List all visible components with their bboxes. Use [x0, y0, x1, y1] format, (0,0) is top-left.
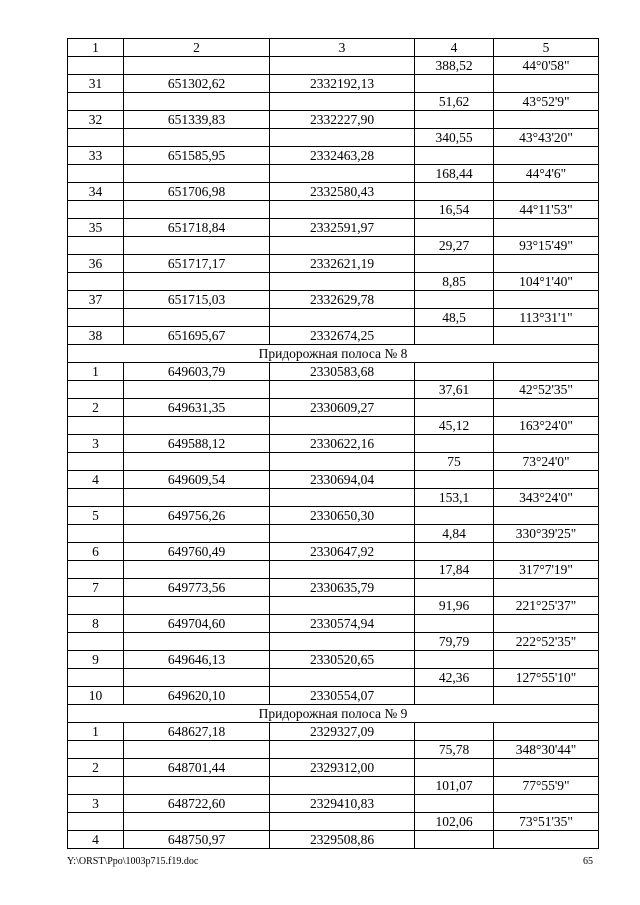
- segment-row: [68, 489, 599, 507]
- point-number-cell: [68, 489, 124, 507]
- bearing-cell: [494, 543, 599, 561]
- x-coordinate-cell: 648701,44: [124, 759, 270, 777]
- y-coordinate-cell: [270, 525, 415, 543]
- point-number-cell: [68, 633, 124, 651]
- bearing-cell: [494, 291, 599, 309]
- y-coordinate-cell: [270, 633, 415, 651]
- y-coordinate-cell: [270, 201, 415, 219]
- y-coordinate-cell: [270, 741, 415, 759]
- header-cell-3: 3: [270, 39, 415, 57]
- point-number-cell: [68, 417, 124, 435]
- bearing-cell: 43°52'9": [494, 93, 599, 111]
- point-number-cell: 38: [68, 327, 124, 345]
- y-coordinate-cell: [270, 129, 415, 147]
- bearing-cell: [494, 723, 599, 741]
- length-cell: [415, 471, 494, 489]
- x-coordinate-cell: [124, 561, 270, 579]
- bearing-cell: 113°31'1": [494, 309, 599, 327]
- point-number-cell: [68, 777, 124, 795]
- x-coordinate-cell: [124, 741, 270, 759]
- length-cell: [415, 291, 494, 309]
- bearing-cell: 330°39'25": [494, 525, 599, 543]
- length-cell: [415, 183, 494, 201]
- bearing-cell: [494, 687, 599, 705]
- length-cell: [415, 147, 494, 165]
- y-coordinate-cell: [270, 561, 415, 579]
- y-coordinate-cell: [270, 93, 415, 111]
- bearing-cell: 343°24'0": [494, 489, 599, 507]
- segment-row: [68, 777, 599, 795]
- bearing-cell: 221°25'37": [494, 597, 599, 615]
- x-coordinate-cell: 648627,18: [124, 723, 270, 741]
- x-coordinate-cell: 649588,12: [124, 435, 270, 453]
- x-coordinate-cell: [124, 93, 270, 111]
- y-coordinate-cell: [270, 777, 415, 795]
- y-coordinate-cell: [270, 165, 415, 183]
- point-number-cell: [68, 129, 124, 147]
- y-coordinate-cell: 2330650,30: [270, 507, 415, 525]
- y-coordinate-cell: 2329508,86: [270, 831, 415, 849]
- point-number-cell: 34: [68, 183, 124, 201]
- point-row: [68, 723, 599, 741]
- point-number-cell: [68, 453, 124, 471]
- y-coordinate-cell: 2330694,04: [270, 471, 415, 489]
- length-cell: [415, 435, 494, 453]
- bearing-cell: [494, 759, 599, 777]
- x-coordinate-cell: [124, 597, 270, 615]
- length-cell: 29,27: [415, 237, 494, 255]
- point-number-cell: 3: [68, 795, 124, 813]
- length-cell: 75: [415, 453, 494, 471]
- segment-row: [68, 597, 599, 615]
- x-coordinate-cell: 649609,54: [124, 471, 270, 489]
- bearing-cell: [494, 363, 599, 381]
- y-coordinate-cell: [270, 489, 415, 507]
- segment-row: [68, 165, 599, 183]
- point-number-cell: 37: [68, 291, 124, 309]
- point-row: [68, 219, 599, 237]
- point-row: [68, 183, 599, 201]
- bearing-cell: 73°24'0": [494, 453, 599, 471]
- x-coordinate-cell: 649631,35: [124, 399, 270, 417]
- segment-row: [68, 813, 599, 831]
- segment-row: [68, 237, 599, 255]
- length-cell: 42,36: [415, 669, 494, 687]
- length-cell: 51,62: [415, 93, 494, 111]
- length-cell: 16,54: [415, 201, 494, 219]
- x-coordinate-cell: [124, 489, 270, 507]
- y-coordinate-cell: 2330583,68: [270, 363, 415, 381]
- x-coordinate-cell: 649646,13: [124, 651, 270, 669]
- point-number-cell: [68, 561, 124, 579]
- length-cell: [415, 615, 494, 633]
- length-cell: 102,06: [415, 813, 494, 831]
- point-number-cell: 7: [68, 579, 124, 597]
- y-coordinate-cell: 2329410,83: [270, 795, 415, 813]
- bearing-cell: 93°15'49": [494, 237, 599, 255]
- point-number-cell: 9: [68, 651, 124, 669]
- point-number-cell: [68, 165, 124, 183]
- x-coordinate-cell: [124, 309, 270, 327]
- point-row: [68, 75, 599, 93]
- x-coordinate-cell: 651339,83: [124, 111, 270, 129]
- bearing-cell: 222°52'35": [494, 633, 599, 651]
- y-coordinate-cell: [270, 273, 415, 291]
- point-row: [68, 651, 599, 669]
- length-cell: [415, 327, 494, 345]
- y-coordinate-cell: 2332580,43: [270, 183, 415, 201]
- x-coordinate-cell: 651695,67: [124, 327, 270, 345]
- length-cell: 45,12: [415, 417, 494, 435]
- footer-file-path: Y:\ORST\Ppo\1003p715.f19.doc: [67, 856, 199, 867]
- length-cell: 153,1: [415, 489, 494, 507]
- point-number-cell: 33: [68, 147, 124, 165]
- header-cell-2: 2: [124, 39, 270, 57]
- x-coordinate-cell: [124, 777, 270, 795]
- y-coordinate-cell: 2330609,27: [270, 399, 415, 417]
- length-cell: 91,96: [415, 597, 494, 615]
- length-cell: [415, 723, 494, 741]
- segment-row: [68, 273, 599, 291]
- y-coordinate-cell: 2330635,79: [270, 579, 415, 597]
- coordinates-table: [67, 38, 599, 849]
- bearing-cell: [494, 399, 599, 417]
- y-coordinate-cell: [270, 381, 415, 399]
- y-coordinate-cell: [270, 453, 415, 471]
- length-cell: [415, 579, 494, 597]
- bearing-cell: [494, 327, 599, 345]
- length-cell: [415, 255, 494, 273]
- point-row: [68, 255, 599, 273]
- point-number-cell: 1: [68, 363, 124, 381]
- y-coordinate-cell: [270, 417, 415, 435]
- y-coordinate-cell: 2329312,00: [270, 759, 415, 777]
- section-row: [68, 705, 599, 723]
- bearing-cell: [494, 183, 599, 201]
- point-row: [68, 291, 599, 309]
- y-coordinate-cell: 2330520,65: [270, 651, 415, 669]
- y-coordinate-cell: 2332674,25: [270, 327, 415, 345]
- section-title: Придорожная полоса № 8: [68, 345, 599, 363]
- point-number-cell: [68, 57, 124, 75]
- point-row: [68, 687, 599, 705]
- point-number-cell: 3: [68, 435, 124, 453]
- y-coordinate-cell: 2332591,97: [270, 219, 415, 237]
- bearing-cell: 42°52'35": [494, 381, 599, 399]
- y-coordinate-cell: [270, 309, 415, 327]
- length-cell: [415, 219, 494, 237]
- length-cell: [415, 651, 494, 669]
- bearing-cell: [494, 651, 599, 669]
- length-cell: [415, 507, 494, 525]
- bearing-cell: [494, 255, 599, 273]
- point-number-cell: 35: [68, 219, 124, 237]
- y-coordinate-cell: 2332629,78: [270, 291, 415, 309]
- y-coordinate-cell: 2330622,16: [270, 435, 415, 453]
- y-coordinate-cell: [270, 237, 415, 255]
- x-coordinate-cell: [124, 417, 270, 435]
- bearing-cell: 44°4'6": [494, 165, 599, 183]
- point-number-cell: 5: [68, 507, 124, 525]
- length-cell: 75,78: [415, 741, 494, 759]
- length-cell: 388,52: [415, 57, 494, 75]
- header-cell-1: 1: [68, 39, 124, 57]
- point-number-cell: [68, 669, 124, 687]
- point-row: [68, 327, 599, 345]
- point-row: [68, 111, 599, 129]
- segment-row: [68, 741, 599, 759]
- segment-row: [68, 57, 599, 75]
- bearing-cell: 77°55'9": [494, 777, 599, 795]
- point-number-cell: [68, 273, 124, 291]
- bearing-cell: [494, 507, 599, 525]
- x-coordinate-cell: 649756,26: [124, 507, 270, 525]
- length-cell: [415, 75, 494, 93]
- bearing-cell: 348°30'44": [494, 741, 599, 759]
- length-cell: [415, 759, 494, 777]
- x-coordinate-cell: 649620,10: [124, 687, 270, 705]
- x-coordinate-cell: [124, 525, 270, 543]
- bearing-cell: [494, 75, 599, 93]
- x-coordinate-cell: [124, 381, 270, 399]
- x-coordinate-cell: 648750,97: [124, 831, 270, 849]
- point-row: [68, 471, 599, 489]
- length-cell: [415, 399, 494, 417]
- bearing-cell: [494, 111, 599, 129]
- bearing-cell: [494, 435, 599, 453]
- section-title: Придорожная полоса № 9: [68, 705, 599, 723]
- segment-row: [68, 93, 599, 111]
- point-number-cell: 4: [68, 831, 124, 849]
- bearing-cell: 43°43'20": [494, 129, 599, 147]
- point-number-cell: 2: [68, 399, 124, 417]
- bearing-cell: [494, 831, 599, 849]
- x-coordinate-cell: 651706,98: [124, 183, 270, 201]
- x-coordinate-cell: 648722,60: [124, 795, 270, 813]
- point-number-cell: 8: [68, 615, 124, 633]
- length-cell: [415, 111, 494, 129]
- point-number-cell: 1: [68, 723, 124, 741]
- section-row: [68, 345, 599, 363]
- bearing-cell: 104°1'40": [494, 273, 599, 291]
- segment-row: [68, 669, 599, 687]
- point-number-cell: 2: [68, 759, 124, 777]
- length-cell: 8,85: [415, 273, 494, 291]
- point-number-cell: [68, 813, 124, 831]
- point-row: [68, 579, 599, 597]
- x-coordinate-cell: 651585,95: [124, 147, 270, 165]
- point-number-cell: [68, 597, 124, 615]
- x-coordinate-cell: 649603,79: [124, 363, 270, 381]
- segment-row: [68, 201, 599, 219]
- header-row: [68, 39, 599, 57]
- y-coordinate-cell: 2329327,09: [270, 723, 415, 741]
- point-number-cell: [68, 381, 124, 399]
- length-cell: 37,61: [415, 381, 494, 399]
- length-cell: 340,55: [415, 129, 494, 147]
- y-coordinate-cell: 2332227,90: [270, 111, 415, 129]
- y-coordinate-cell: 2332463,28: [270, 147, 415, 165]
- length-cell: [415, 687, 494, 705]
- y-coordinate-cell: 2332192,13: [270, 75, 415, 93]
- point-number-cell: 32: [68, 111, 124, 129]
- length-cell: 168,44: [415, 165, 494, 183]
- y-coordinate-cell: [270, 669, 415, 687]
- x-coordinate-cell: [124, 633, 270, 651]
- length-cell: 17,84: [415, 561, 494, 579]
- x-coordinate-cell: 651717,17: [124, 255, 270, 273]
- segment-row: [68, 561, 599, 579]
- point-row: [68, 363, 599, 381]
- y-coordinate-cell: 2330574,94: [270, 615, 415, 633]
- x-coordinate-cell: 649704,60: [124, 615, 270, 633]
- bearing-cell: [494, 471, 599, 489]
- point-row: [68, 831, 599, 849]
- point-number-cell: 31: [68, 75, 124, 93]
- x-coordinate-cell: 649760,49: [124, 543, 270, 561]
- x-coordinate-cell: [124, 813, 270, 831]
- bearing-cell: 73°51'35": [494, 813, 599, 831]
- segment-row: [68, 129, 599, 147]
- x-coordinate-cell: [124, 453, 270, 471]
- length-cell: [415, 543, 494, 561]
- length-cell: 48,5: [415, 309, 494, 327]
- segment-row: [68, 453, 599, 471]
- segment-row: [68, 633, 599, 651]
- x-coordinate-cell: 651718,84: [124, 219, 270, 237]
- bearing-cell: 163°24'0": [494, 417, 599, 435]
- y-coordinate-cell: 2330647,92: [270, 543, 415, 561]
- x-coordinate-cell: [124, 273, 270, 291]
- point-number-cell: [68, 309, 124, 327]
- segment-row: [68, 417, 599, 435]
- length-cell: 4,84: [415, 525, 494, 543]
- x-coordinate-cell: 649773,56: [124, 579, 270, 597]
- length-cell: 79,79: [415, 633, 494, 651]
- bearing-cell: [494, 579, 599, 597]
- bearing-cell: [494, 615, 599, 633]
- bearing-cell: [494, 219, 599, 237]
- length-cell: [415, 795, 494, 813]
- point-number-cell: 36: [68, 255, 124, 273]
- point-row: [68, 795, 599, 813]
- point-number-cell: 4: [68, 471, 124, 489]
- length-cell: [415, 363, 494, 381]
- point-row: [68, 147, 599, 165]
- point-number-cell: [68, 201, 124, 219]
- y-coordinate-cell: [270, 57, 415, 75]
- point-row: [68, 615, 599, 633]
- segment-row: [68, 381, 599, 399]
- point-row: [68, 399, 599, 417]
- point-number-cell: [68, 237, 124, 255]
- y-coordinate-cell: [270, 813, 415, 831]
- x-coordinate-cell: [124, 165, 270, 183]
- header-cell-4: 4: [415, 39, 494, 57]
- bearing-cell: [494, 147, 599, 165]
- y-coordinate-cell: [270, 597, 415, 615]
- length-cell: [415, 831, 494, 849]
- segment-row: [68, 309, 599, 327]
- x-coordinate-cell: 651302,62: [124, 75, 270, 93]
- point-row: [68, 759, 599, 777]
- bearing-cell: [494, 795, 599, 813]
- point-number-cell: 6: [68, 543, 124, 561]
- bearing-cell: 44°11'53": [494, 201, 599, 219]
- point-row: [68, 435, 599, 453]
- point-row: [68, 507, 599, 525]
- header-cell-5: 5: [494, 39, 599, 57]
- point-number-cell: [68, 741, 124, 759]
- length-cell: 101,07: [415, 777, 494, 795]
- x-coordinate-cell: [124, 129, 270, 147]
- point-number-cell: 10: [68, 687, 124, 705]
- x-coordinate-cell: 651715,03: [124, 291, 270, 309]
- point-row: [68, 543, 599, 561]
- bearing-cell: 44°0'58": [494, 57, 599, 75]
- x-coordinate-cell: [124, 201, 270, 219]
- x-coordinate-cell: [124, 57, 270, 75]
- bearing-cell: 127°55'10": [494, 669, 599, 687]
- y-coordinate-cell: 2330554,07: [270, 687, 415, 705]
- point-number-cell: [68, 525, 124, 543]
- point-number-cell: [68, 93, 124, 111]
- x-coordinate-cell: [124, 669, 270, 687]
- bearing-cell: 317°7'19": [494, 561, 599, 579]
- footer-page-number: 65: [583, 856, 593, 867]
- y-coordinate-cell: 2332621,19: [270, 255, 415, 273]
- table-body: [68, 39, 599, 849]
- x-coordinate-cell: [124, 237, 270, 255]
- segment-row: [68, 525, 599, 543]
